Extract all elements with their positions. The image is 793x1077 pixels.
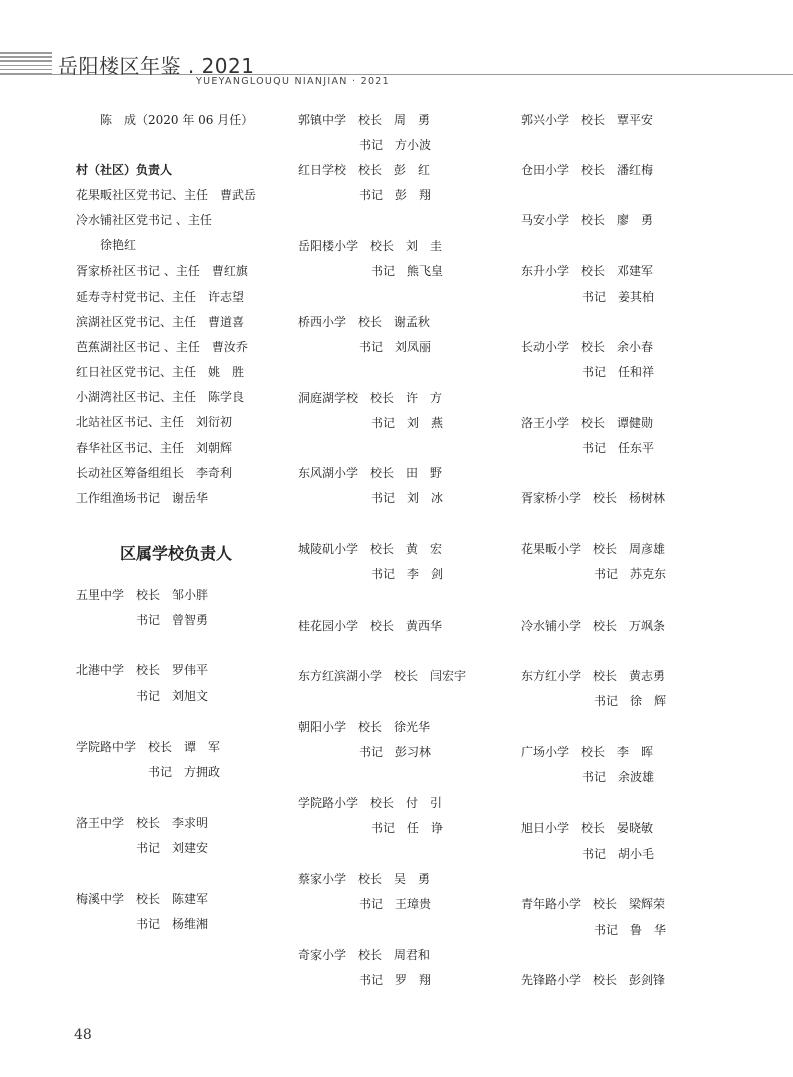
school-line: 长动小学 校长 余小春 bbox=[521, 340, 654, 354]
school-line: 东方红小学 校长 黄志勇 bbox=[521, 669, 666, 683]
school-line: 书记 姜其柏 bbox=[582, 290, 655, 304]
village-line: 北站社区书记、主任 刘衍初 bbox=[76, 415, 233, 429]
school-line: 学院路小学 校长 付 引 bbox=[298, 796, 443, 810]
school-line: 书记 刘 冰 bbox=[371, 491, 444, 505]
school-line: 梅溪中学 校长 陈建军 bbox=[76, 892, 209, 906]
book-subtitle: YUEYANGLOUQU NIANJIAN · 2021 bbox=[196, 76, 390, 87]
school-line: 书记 方拥政 bbox=[148, 765, 221, 779]
school-line: 北港中学 校长 罗伟平 bbox=[76, 663, 209, 677]
school-line: 马安小学 校长 廖 勇 bbox=[521, 213, 654, 227]
school-line: 书记 熊飞皇 bbox=[371, 264, 444, 278]
school-line: 书记 王璋贵 bbox=[359, 897, 432, 911]
school-line: 桂花园小学 校长 黄西华 bbox=[298, 619, 443, 633]
page-number: 48 bbox=[74, 1027, 92, 1043]
school-line: 花果畈小学 校长 周彦雄 bbox=[521, 542, 666, 556]
village-line: 小湖湾社区书记、主任 陈学良 bbox=[76, 390, 245, 404]
school-line: 书记 曾智勇 bbox=[136, 613, 209, 627]
school-line: 书记 刘建安 bbox=[136, 841, 209, 855]
school-line: 青年路小学 校长 梁辉荣 bbox=[521, 897, 666, 911]
village-line: 冷水铺社区党书记 、主任 bbox=[76, 213, 212, 227]
village-line: 花果畈社区党书记、主任 曹武岳 bbox=[76, 188, 257, 202]
school-line: 岳阳楼小学 校长 刘 圭 bbox=[298, 239, 443, 253]
school-line: 东风湖小学 校长 田 野 bbox=[298, 466, 443, 480]
school-line: 广场小学 校长 李 晖 bbox=[521, 745, 654, 759]
school-line: 书记 方小波 bbox=[359, 138, 432, 152]
school-line: 东升小学 校长 邓建军 bbox=[521, 264, 654, 278]
school-line: 旭日小学 校长 晏晓敏 bbox=[521, 821, 654, 835]
school-line: 红日学校 校长 彭 红 bbox=[298, 163, 431, 177]
school-line: 书记 李 剑 bbox=[371, 567, 444, 581]
school-line: 书记 彭习林 bbox=[359, 745, 432, 759]
school-line: 书记 刘旭文 bbox=[136, 689, 209, 703]
school-line: 奇家小学 校长 周君和 bbox=[298, 948, 431, 962]
school-line: 郭镇中学 校长 周 勇 bbox=[298, 113, 431, 127]
school-line: 仓田小学 校长 潘红梅 bbox=[521, 163, 654, 177]
school-line: 郭兴小学 校长 覃平安 bbox=[521, 113, 654, 127]
school-line: 书记 徐 辉 bbox=[594, 694, 667, 708]
village-line: 滨湖社区党书记、主任 曹道喜 bbox=[76, 315, 245, 329]
school-heading: 区属学校负责人 bbox=[120, 544, 233, 563]
school-line: 洛王中学 校长 李求明 bbox=[76, 816, 209, 830]
school-line: 书记 刘凤丽 bbox=[359, 340, 432, 354]
school-line: 书记 刘 燕 bbox=[371, 416, 444, 430]
school-line: 学院路中学 校长 谭 军 bbox=[76, 740, 221, 754]
school-line: 书记 鲁 华 bbox=[594, 923, 667, 937]
school-line: 书记 罗 翔 bbox=[359, 973, 432, 987]
village-line: 春华社区书记、主任 刘朝辉 bbox=[76, 441, 233, 455]
village-line: 胥家桥社区书记 、主任 曹红旗 bbox=[76, 264, 248, 278]
village-heading: 村（社区）负责人 bbox=[76, 163, 173, 177]
school-line: 蔡家小学 校长 吴 勇 bbox=[298, 872, 431, 886]
school-line: 东方红滨湖小学 校长 闫宏宇 bbox=[298, 669, 467, 683]
village-line: 工作组渔场书记 谢岳华 bbox=[76, 491, 209, 505]
school-line: 城陵矶小学 校长 黄 宏 bbox=[298, 542, 443, 556]
village-line: 芭蕉湖社区书记 、主任 曹汝乔 bbox=[76, 340, 248, 354]
school-line: 书记 胡小毛 bbox=[582, 847, 655, 861]
village-line: 红日社区党书记、主任 姚 胜 bbox=[76, 365, 245, 379]
school-line: 洛王小学 校长 谭健勋 bbox=[521, 416, 654, 430]
school-line: 书记 任 诤 bbox=[371, 821, 444, 835]
village-line: 长动社区筹备组组长 李奇利 bbox=[76, 466, 233, 480]
school-line: 书记 彭 翔 bbox=[359, 188, 432, 202]
school-line: 五里中学 校长 邹小胖 bbox=[76, 588, 209, 602]
school-line: 朝阳小学 校长 徐光华 bbox=[298, 720, 431, 734]
header-decoration bbox=[0, 52, 52, 78]
school-line: 先锋路小学 校长 彭剑锋 bbox=[521, 973, 666, 987]
school-line: 洞庭湖学校 校长 许 方 bbox=[298, 391, 443, 405]
village-line: 徐艳红 bbox=[100, 238, 137, 252]
school-line: 书记 苏克东 bbox=[594, 567, 667, 581]
book-title: 岳阳楼区年鉴 . 2021 bbox=[58, 54, 255, 78]
village-line: 延寿寺村党书记、主任 许志望 bbox=[76, 290, 245, 304]
leader-entry: 陈 成（2020 年 06 月任） bbox=[100, 113, 254, 127]
school-line: 书记 杨维湘 bbox=[136, 917, 209, 931]
school-line: 冷水铺小学 校长 万飒条 bbox=[521, 619, 666, 633]
school-line: 书记 余波雄 bbox=[582, 770, 655, 784]
school-line: 桥西小学 校长 谢孟秋 bbox=[298, 315, 431, 329]
school-line: 书记 任东平 bbox=[582, 441, 655, 455]
school-line: 书记 任和祥 bbox=[582, 365, 655, 379]
school-line: 胥家桥小学 校长 杨树林 bbox=[521, 491, 666, 505]
